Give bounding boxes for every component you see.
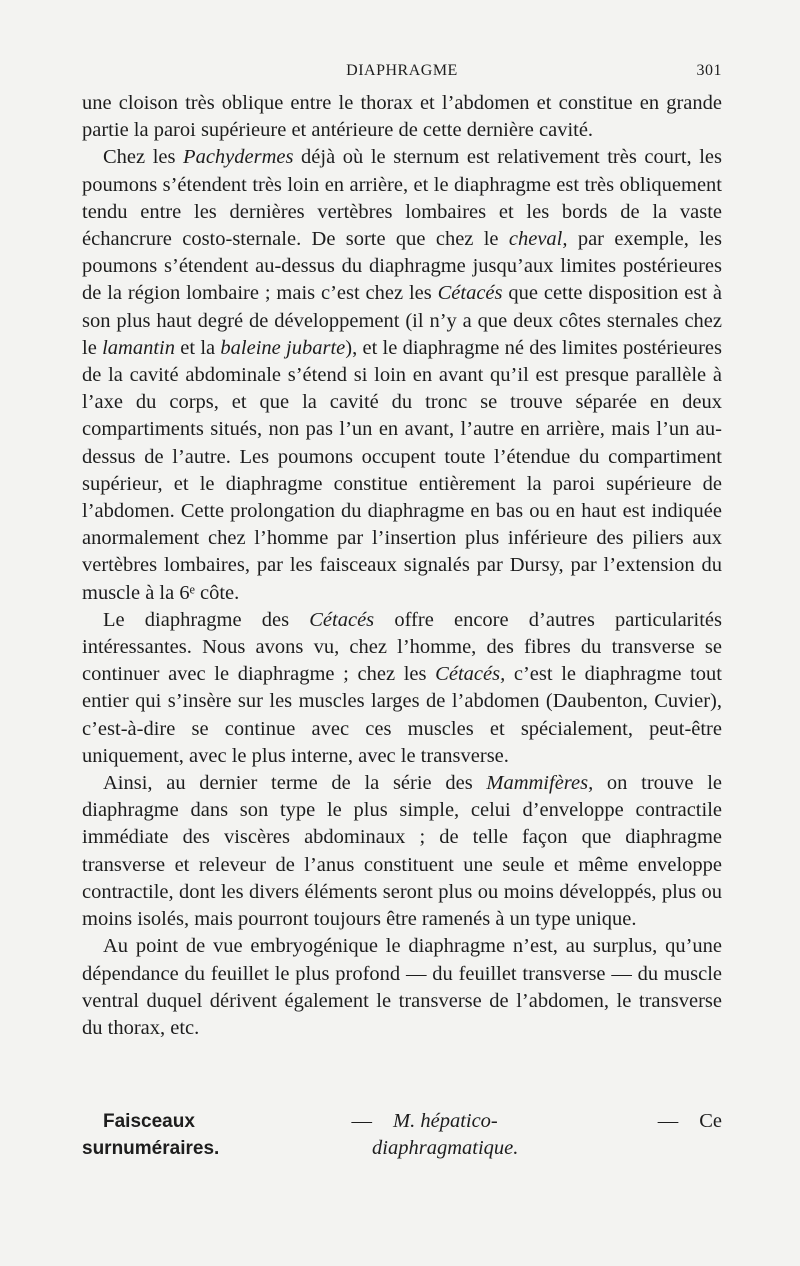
running-header bbox=[82, 62, 722, 84]
text-run: déjà où le sternum est relativement très court, les poumons s’étendent très loin en arrière, et le diaphragme est très obliquement tendu entre les dernières vertèbres lombaires et les bords de la vaste échancrure costo-sternale. De sorte que chez le bbox=[82, 146, 722, 251]
page-number: 301 bbox=[696, 62, 722, 79]
text-run: c’est le diaphragme tout entier qui s’insère sur les muscles larges de l’abdomen (Daubenton, Cuvier), c’est-à-dire se continue avec ces muscles et spécialement, peut-être uniquement, avec le plus interne, avec le transverse. bbox=[82, 663, 722, 767]
paragraph bbox=[82, 607, 722, 770]
section-dash: — bbox=[351, 1110, 373, 1132]
section-line bbox=[82, 1108, 722, 1162]
section-dash: — bbox=[657, 1110, 679, 1132]
text-run: on trouve le diaphragme dans son type le plus simple, celui d’enveloppe contractile immédiate des viscères abdominaux ; de telle façon que diaphragme transverse et releveur de l’anus constituent une seule et même enveloppe contractile, dont les divers éléments seront plus ou moins développés, plus ou moins isolés, mais pourront toujours être ramenés à un type unique. bbox=[82, 772, 722, 931]
text-run: que cette disposition est à son plus haut degré de développement (il n’y a que deux côtes sternales chez le bbox=[82, 282, 722, 359]
text-run: et la bbox=[174, 336, 221, 359]
text-run: Au point de vue embryogénique le diaphragme n’est, au surplus, qu’une dépendance du feuillet le plus profond — du feuillet transverse — du muscle ventral duquel dérivent également le transverse de l’abdomen, le transverse du thorax, etc. bbox=[82, 935, 722, 1039]
italic-term: Pachydermes bbox=[183, 146, 294, 169]
paragraph bbox=[82, 770, 722, 933]
text-run: Chez les bbox=[103, 146, 184, 169]
running-title: DIAPHRAGME bbox=[346, 62, 458, 79]
body-text bbox=[82, 90, 722, 1042]
text-run: par exemple, les poumons s’étendent au-dessus du diaphragme jusqu’aux limites postérieures de la région lombaire ; mais c’est chez les bbox=[82, 228, 722, 305]
italic-term: baleine jubarte bbox=[220, 336, 346, 359]
text-run: ), et le diaphragme né des limites postérieures de la cavité abdominale s’étend si loin en avant qu’il est presque parallèle à l’axe du corps, et que la cavité du tronc se trouve séparée en deux compartiments situés, non pas l’un en avant, l’autre en arrière, mais l’un au-dessus de l’autre. Les poumons occupent toute l’étendue du compartiment supérieur, et le diaphragme constitue entièrement la paroi supérieure de l’abdomen. Cette prolongation du diaphragme en bas ou en haut est indiquée anormalement chez l’homme par l’insertion plus inférieure des piliers aux vertèbres lombaires, par les faisceaux signalés par Dursy, par l’extension du muscle à la 6ᵉ côte. bbox=[82, 336, 723, 604]
text-run: Le diaphragme des bbox=[103, 608, 310, 631]
section-continuation: Ce bbox=[699, 1110, 722, 1132]
paragraph bbox=[82, 933, 722, 1042]
italic-term: Cétacés, bbox=[435, 663, 506, 686]
italic-term: Cétacés bbox=[309, 608, 375, 631]
text-run: une cloison très oblique entre le thorax et l’abdomen et constitue en grande partie la paroi supérieure et antérieure de cette dernière cavité. bbox=[82, 92, 722, 142]
muscle-name: M. hépatico-diaphragmatique. bbox=[372, 1110, 519, 1159]
paragraph bbox=[82, 144, 722, 606]
text-run: offre encore d’autres particularités intéressantes. Nous avons vu, chez l’homme, des fibres du transverse se continuer avec le diaphragme ; chez les bbox=[82, 608, 722, 686]
italic-term: Mammifères, bbox=[486, 772, 594, 795]
italic-term: Cétacés bbox=[437, 282, 503, 305]
paragraph bbox=[82, 90, 722, 144]
italic-term: cheval, bbox=[508, 228, 568, 251]
text-run: Ainsi, au dernier terme de la série des bbox=[103, 772, 487, 795]
section-heading: Faisceaux surnuméraires. bbox=[82, 1111, 220, 1159]
italic-term: lamantin bbox=[102, 336, 175, 359]
